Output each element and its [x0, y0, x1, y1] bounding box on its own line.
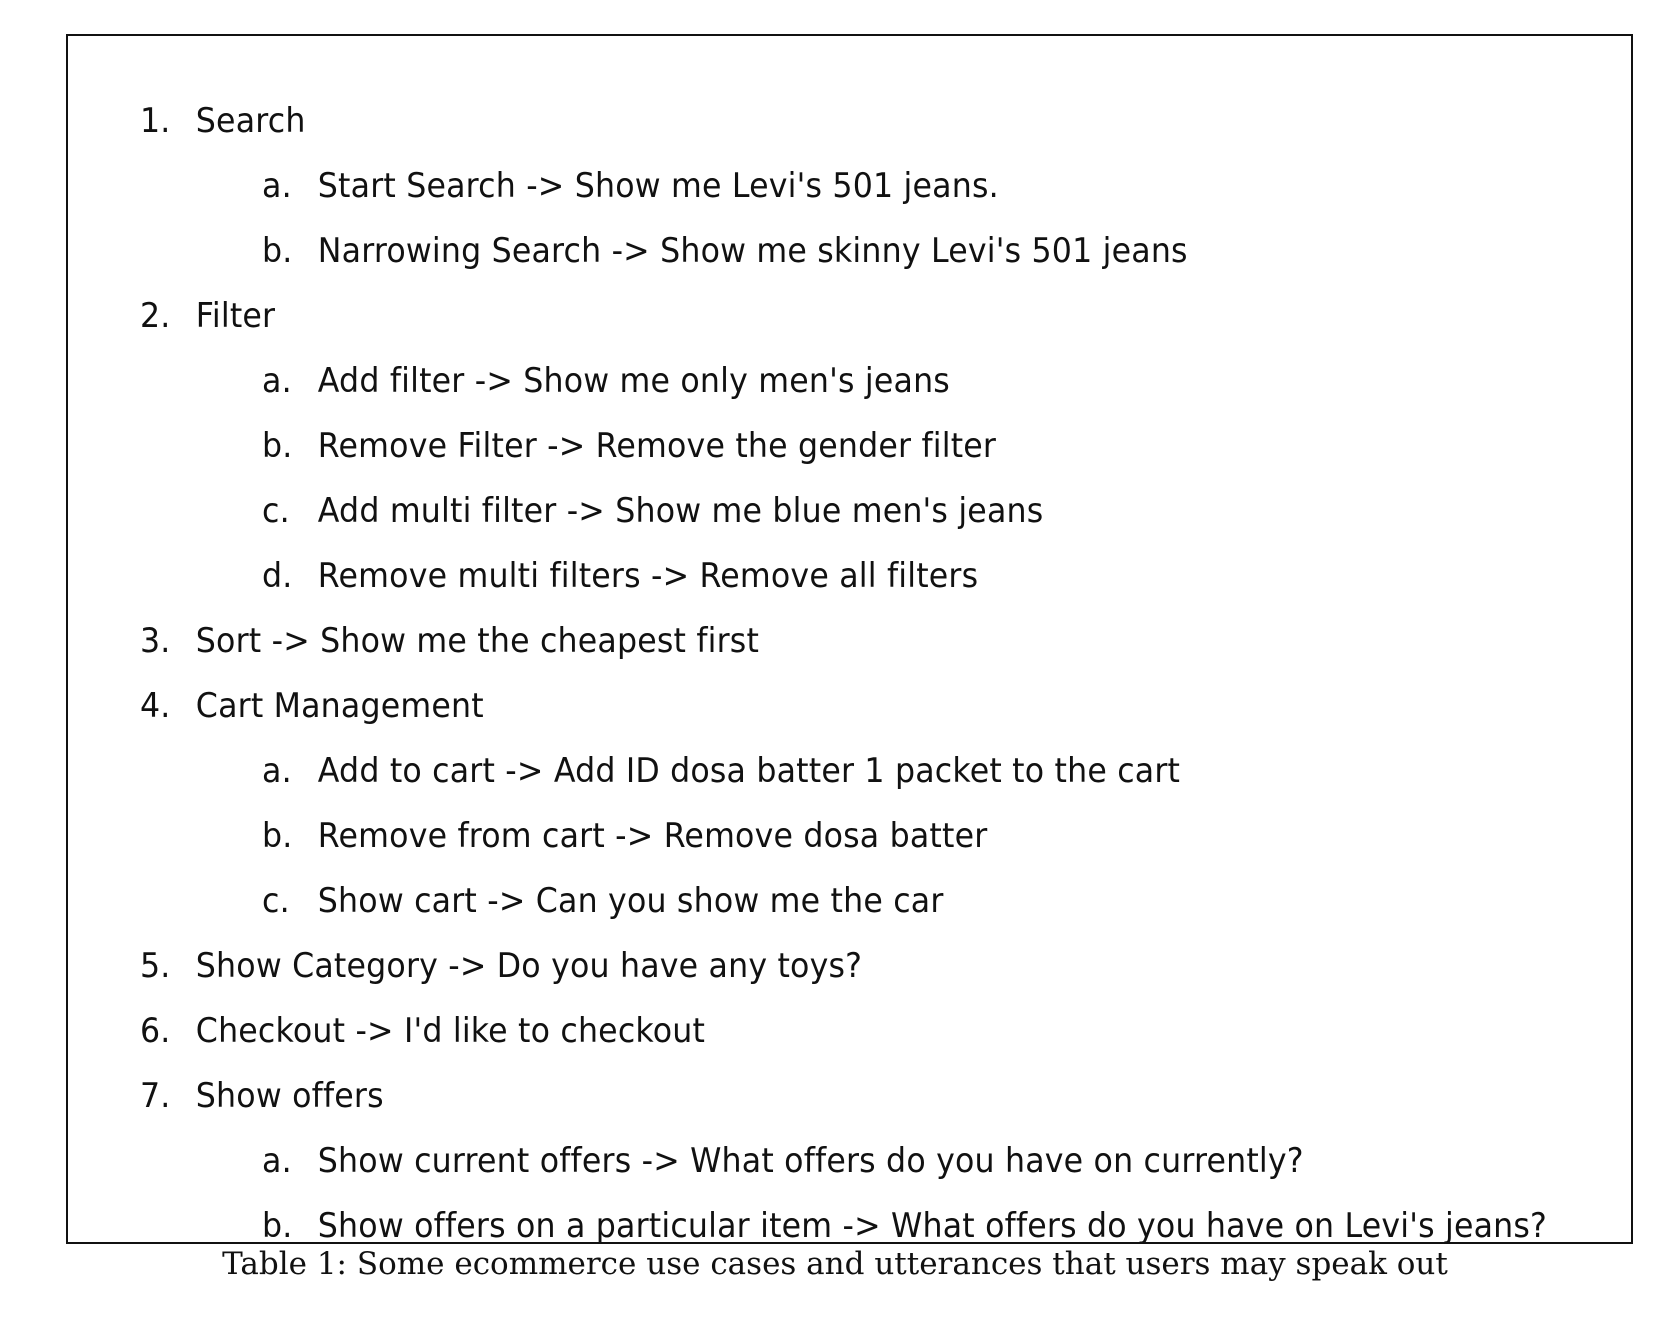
list-item-text: Remove Filter -> Remove the gender filter [317, 425, 997, 466]
list-item-show-cart [262, 868, 944, 933]
list-item-search [140, 88, 306, 153]
table-caption: Table 1: Some ecommerce use cases and utterances that users may speak out [222, 1246, 1448, 1282]
list-item-text: Show offers [195, 1075, 384, 1116]
list-marker: b. [262, 1205, 293, 1246]
list-item-remove-multi-filters [262, 543, 978, 608]
list-item-narrowing-search [262, 218, 1188, 283]
list-item-text: Start Search -> Show me Levi's 501 jeans. [317, 165, 999, 206]
list-marker: c. [262, 490, 290, 531]
list-marker: 2. [140, 295, 171, 336]
list-item-add-multi-filter [262, 478, 1043, 543]
list-marker: 5. [140, 945, 171, 986]
list-item-show-current-offers [262, 1128, 1304, 1193]
list-item-text: Add to cart -> Add ID dosa batter 1 packet to the cart [317, 750, 1181, 791]
list-item-text: Remove multi filters -> Remove all filters [317, 555, 979, 596]
list-marker: a. [262, 1140, 292, 1181]
list-item-text: Remove from cart -> Remove dosa batter [317, 815, 988, 856]
list-item-checkout [140, 998, 705, 1063]
list-item-remove-from-cart [262, 803, 987, 868]
list-item-text: Show cart -> Can you show me the car [317, 880, 944, 921]
list-marker: a. [262, 165, 292, 206]
use-case-table [66, 34, 1633, 1244]
list-item-show-category [140, 933, 862, 998]
list-item-sort [140, 608, 759, 673]
list-item-text: Filter [195, 295, 276, 336]
list-item-remove-filter [262, 413, 996, 478]
list-item-add-filter [262, 348, 950, 413]
list-item-text: Search [195, 100, 306, 141]
list-item-filter [140, 283, 275, 348]
list-item-text: Checkout -> I'd like to checkout [195, 1010, 706, 1051]
list-marker: a. [262, 360, 292, 401]
list-item-text: Show offers on a particular item -> What offers do you have on Levi's jeans? [317, 1205, 1548, 1246]
list-item-start-search [262, 153, 999, 218]
list-item-text: Sort -> Show me the cheapest first [195, 620, 760, 661]
list-marker: 3. [140, 620, 171, 661]
list-item-text: Add filter -> Show me only men's jeans [317, 360, 950, 401]
list-marker: c. [262, 880, 290, 921]
list-marker: b. [262, 815, 293, 856]
list-item-add-to-cart [262, 738, 1180, 803]
list-item-text: Add multi filter -> Show me blue men's jeans [317, 490, 1044, 531]
list-item-text: Show current offers -> What offers do you have on currently? [317, 1140, 1304, 1181]
list-item-text: Show Category -> Do you have any toys? [195, 945, 863, 986]
list-item-text: Narrowing Search -> Show me skinny Levi's 501 jeans [317, 230, 1188, 271]
list-marker: 6. [140, 1010, 171, 1051]
list-marker: b. [262, 425, 293, 466]
list-marker: a. [262, 750, 292, 791]
list-marker: 1. [140, 100, 171, 141]
list-marker: b. [262, 230, 293, 271]
list-marker: 4. [140, 685, 171, 726]
list-item-text: Cart Management [195, 685, 484, 726]
list-item-show-offers [140, 1063, 384, 1128]
list-marker: d. [262, 555, 293, 596]
list-marker: 7. [140, 1075, 171, 1116]
list-item-cart-management [140, 673, 484, 738]
